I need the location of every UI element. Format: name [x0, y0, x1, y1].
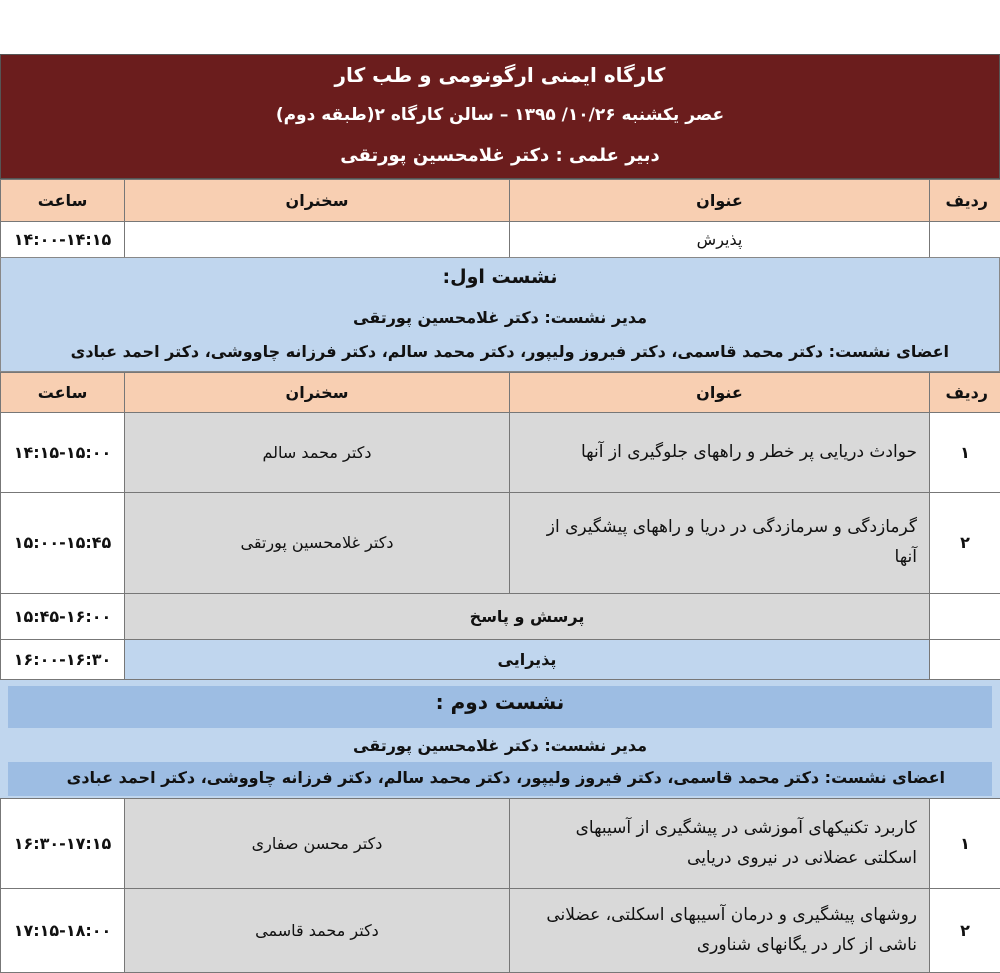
row-idx: ۱: [930, 413, 1000, 493]
row-time: ۱۶:۳۰-۱۷:۱۵: [1, 799, 125, 889]
row-time: ۱۴:۱۵-۱۵:۰۰: [1, 413, 125, 493]
session1-heading: نشست اول:: [1, 266, 999, 288]
table-row: [1, 889, 1000, 973]
row-speaker: دکتر محمد سالم: [125, 413, 510, 493]
row-speaker: دکتر محمد قاسمی: [125, 889, 510, 973]
reception-time: ۱۴:۰۰-۱۴:۱۵: [1, 222, 125, 258]
header-time: ساعت: [1, 373, 125, 413]
break-time: ۱۶:۰۰-۱۶:۳۰: [1, 640, 125, 680]
row-idx: ۲: [930, 889, 1000, 973]
break-idx: [930, 640, 1000, 680]
header-time: ساعت: [1, 180, 125, 222]
table-row: [1, 413, 1000, 493]
session1-header: [0, 257, 1000, 372]
row-title: روشهای پیشگیری و درمان آسیبهای اسکلتی، عضلانی ناشی از کار در یگانهای شناوری: [510, 889, 930, 973]
row-title: کاربرد تکنیکهای آموزشی در پیشگیری از آسیبهای اسکلتی عضلانی در نیروی دریایی: [510, 799, 930, 889]
header-title: عنوان: [510, 373, 930, 413]
reception-title: پذیرش: [510, 222, 930, 258]
break-row: [1, 640, 1000, 680]
reception-idx: [930, 222, 1000, 258]
workshop-datetime: عصر یکشنبه ۱۰/۲۶/ ۱۳۹۵ – سالن کارگاه ۲(طبقه دوم): [1, 105, 999, 125]
session2-manager: مدیر نشست: دکتر غلامحسین پورتقی: [0, 736, 1000, 755]
session1-manager: مدیر نشست: دکتر غلامحسین پورتقی: [1, 308, 999, 327]
column-header-row: [1, 180, 1000, 222]
break-title: پذیرایی: [125, 640, 930, 680]
scientific-secretary: دبیر علمی : دکتر غلامحسین پورتقی: [1, 145, 999, 166]
row-title: گرمازدگی و سرمازدگی در دریا و راههای پیشگیری از آنها: [510, 493, 930, 594]
reception-table: [0, 179, 1000, 258]
table-row: [1, 799, 1000, 889]
session1-table: [0, 372, 1000, 680]
qa-idx: [930, 594, 1000, 640]
reception-row: [1, 222, 1000, 258]
header-idx: ردیف: [930, 373, 1000, 413]
row-title: حوادث دریایی پر خطر و راههای جلوگیری از آنها: [510, 413, 930, 493]
row-time: ۱۵:۰۰-۱۵:۴۵: [1, 493, 125, 594]
session1-members: اعضای نشست: دکتر محمد قاسمی، دکتر فیروز ولیپور، دکتر محمد سالم، دکتر فرزانه چاووشی، دکتر احمد عبادی: [71, 342, 949, 361]
qa-row: [1, 594, 1000, 640]
header-title: عنوان: [510, 180, 930, 222]
session2-table: [0, 798, 1000, 973]
qa-title: پرسش و پاسخ: [125, 594, 930, 640]
session2-heading: نشست دوم :: [0, 690, 1000, 714]
row-idx: ۱: [930, 799, 1000, 889]
session2-header: [0, 680, 1000, 798]
table-row: [1, 493, 1000, 594]
header-speaker: سخنران: [125, 373, 510, 413]
header-idx: ردیف: [930, 180, 1000, 222]
program-title-block: [0, 54, 1000, 179]
qa-time: ۱۵:۴۵-۱۶:۰۰: [1, 594, 125, 640]
session1-column-header-row: [1, 373, 1000, 413]
row-speaker: دکتر محسن صفاری: [125, 799, 510, 889]
row-time: ۱۷:۱۵-۱۸:۰۰: [1, 889, 125, 973]
workshop-title: کارگاه ایمنی ارگونومی و طب کار: [1, 63, 999, 87]
session2-members: اعضای نشست: دکتر محمد قاسمی، دکتر فیروز ولیپور، دکتر محمد سالم، دکتر فرزانه چاووشی، دکتر احمد عبادی: [67, 768, 945, 787]
row-speaker: دکتر غلامحسین پورتقی: [125, 493, 510, 594]
reception-speaker: [125, 222, 510, 258]
header-speaker: سخنران: [125, 180, 510, 222]
row-idx: ۲: [930, 493, 1000, 594]
